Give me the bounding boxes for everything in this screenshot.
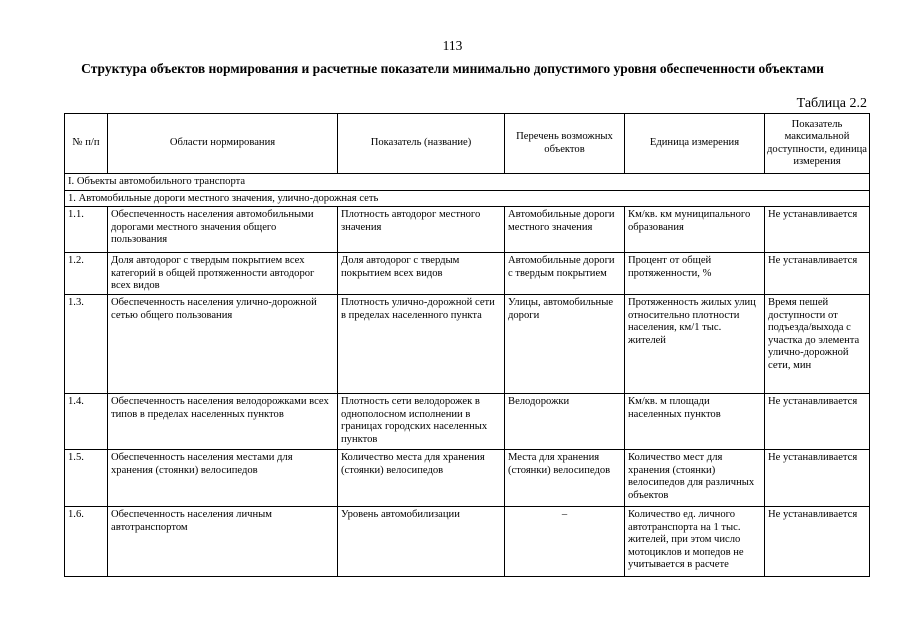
row-objects: Велодорожки	[505, 394, 625, 450]
section-row	[65, 174, 870, 191]
row-number: 1.5.	[65, 450, 108, 507]
subsection-title: 1. Автомобильные дороги местного значения, улично-дорожная сеть	[65, 190, 870, 207]
row-number: 1.3.	[65, 295, 108, 394]
row-access: Время пешей доступности от подъезда/выхода с участка до элемента улично-дорожной сети, мин	[765, 295, 870, 394]
column-header-objects: Перечень возможных объектов	[505, 114, 625, 174]
row-indicator: Плотность улично-дорожной сети в пределах населенного пункта	[338, 295, 505, 394]
row-unit: Км/кв. м площади населенных пунктов	[625, 394, 765, 450]
document-title: Структура объектов нормирования и расчетные показатели минимально допустимого уровня обеспеченности объектами	[81, 61, 824, 76]
page-number: 113	[442, 38, 463, 53]
subsection-row	[65, 190, 870, 207]
column-header-area: Области нормирования	[108, 114, 338, 174]
row-objects: Улицы, автомобильные дороги	[505, 295, 625, 394]
row-area: Обеспеченность населения велодорожками всех типов в пределах населенных пунктов	[108, 394, 338, 450]
table-row	[65, 295, 870, 394]
row-unit: Процент от общей протяженности, %	[625, 253, 765, 295]
row-unit: Км/кв. км муниципального образования	[625, 207, 765, 253]
row-objects: Автомобильные дороги местного значения	[505, 207, 625, 253]
row-objects: Места для хранения (стоянки) велосипедов	[505, 450, 625, 507]
section-title: I. Объекты автомобильного транспорта	[65, 174, 870, 191]
row-number: 1.4.	[65, 394, 108, 450]
column-header-unit: Единица измерения	[625, 114, 765, 174]
table-row	[65, 253, 870, 295]
row-area: Обеспеченность населения местами для хранения (стоянки) велосипедов	[108, 450, 338, 507]
row-access: Не устанавливается	[765, 394, 870, 450]
row-objects: Автомобильные дороги с твердым покрытием	[505, 253, 625, 295]
row-area: Доля автодорог с твердым покрытием всех категорий в общей протяженности автодорог всех видов	[108, 253, 338, 295]
table-label: Таблица 2.2	[796, 96, 867, 111]
row-unit: Протяженность жилых улиц относительно плотности населения, км/1 тыс. жителей	[625, 295, 765, 394]
column-header-access: Показатель максимальной доступности, единица измерения	[765, 114, 870, 174]
row-access: Не устанавливается	[765, 253, 870, 295]
row-number: 1.1.	[65, 207, 108, 253]
row-indicator: Плотность сети велодорожек в однополосном исполнении в границах городских населенных пунктов	[338, 394, 505, 450]
table-row	[65, 507, 870, 577]
row-unit: Количество мест для хранения (стоянки) велосипедов для различных объектов	[625, 450, 765, 507]
row-indicator: Количество места для хранения (стоянки) велосипедов	[338, 450, 505, 507]
row-number: 1.2.	[65, 253, 108, 295]
column-header-number: № п/п	[65, 114, 108, 174]
table-header-row	[65, 114, 870, 174]
row-unit: Количество ед. личного автотранспорта на 1 тыс. жителей, при этом число мотоциклов и мопедов не учитывается в расчете	[625, 507, 765, 577]
column-header-indicator: Показатель (название)	[338, 114, 505, 174]
table-row	[65, 394, 870, 450]
row-area: Обеспеченность населения улично-дорожной сетью общего пользования	[108, 295, 338, 394]
table-row	[65, 207, 870, 253]
row-objects: –	[505, 507, 625, 577]
row-area: Обеспеченность населения автомобильными дорогами местного значения общего пользования	[108, 207, 338, 253]
row-access: Не устанавливается	[765, 507, 870, 577]
row-area: Обеспеченность населения личным автотранспортом	[108, 507, 338, 577]
table-row	[65, 450, 870, 507]
row-indicator: Доля автодорог с твердым покрытием всех видов	[338, 253, 505, 295]
row-number: 1.6.	[65, 507, 108, 577]
row-access: Не устанавливается	[765, 207, 870, 253]
row-indicator: Уровень автомобилизации	[338, 507, 505, 577]
standards-table	[64, 113, 870, 577]
row-indicator: Плотность автодорог местного значения	[338, 207, 505, 253]
row-access: Не устанавливается	[765, 450, 870, 507]
